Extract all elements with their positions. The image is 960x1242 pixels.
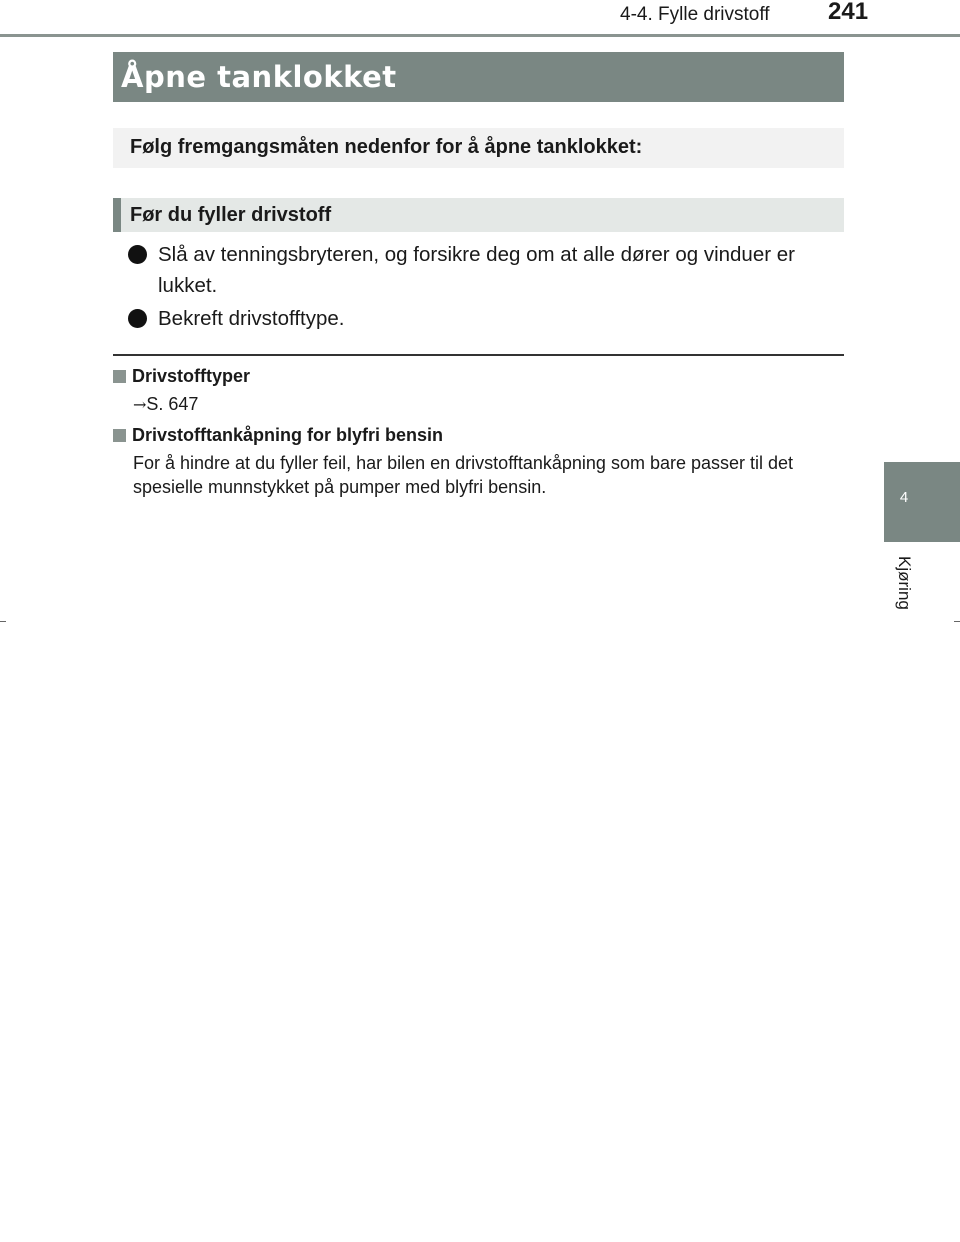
bullet-text: Bekreft drivstofftype. — [158, 307, 345, 330]
bullet-text: Slå av tenningsbryteren, og forsikre deg om at alle dører og vinduer er lukket. — [158, 243, 795, 297]
section-title-banner — [113, 52, 844, 102]
note-fuel-types — [113, 364, 844, 417]
bullet-item — [128, 239, 844, 301]
note-heading-text: Drivstofftankåpning for blyfri bensin — [132, 425, 444, 445]
section-label: 4-4. Fylle drivstoff — [620, 4, 770, 25]
note-heading — [113, 423, 844, 447]
section-divider — [113, 354, 844, 356]
crop-mark-left — [0, 621, 6, 622]
header-rule — [0, 34, 960, 37]
intro-text: Følg fremgangsmåten nedenfor for å åpne tanklokket: — [130, 136, 643, 158]
intro-box — [113, 128, 844, 168]
subheading-text: Før du fyller drivstoff — [130, 204, 332, 226]
bullet-dot-icon — [128, 309, 147, 328]
section-title: Åpne tanklokket — [121, 60, 397, 94]
bullet-item — [128, 303, 844, 334]
square-bullet-icon — [113, 429, 126, 442]
note-body: For å hindre at du fyller feil, har bilen en drivstofftankåpning som bare passer til det spesielle munnstykket på pumper med blyfri bensin. — [133, 453, 794, 497]
arrow-right-icon: → — [133, 395, 147, 414]
subheading-bar — [113, 198, 844, 232]
running-header — [0, 0, 960, 38]
note-heading — [113, 364, 844, 388]
crop-mark-right — [954, 621, 960, 622]
bullet-list — [128, 239, 844, 336]
bullet-dot-icon — [128, 245, 147, 264]
note-reference — [113, 392, 844, 417]
chapter-number: 4 — [899, 489, 909, 506]
note-unleaded-opening — [113, 423, 844, 499]
square-bullet-icon — [113, 370, 126, 383]
chapter-label: Kjøring — [895, 556, 914, 610]
page-reference-link[interactable]: S. 647 — [146, 394, 199, 414]
page-number: 241 — [828, 0, 869, 25]
note-heading-text: Drivstofftyper — [132, 366, 251, 386]
